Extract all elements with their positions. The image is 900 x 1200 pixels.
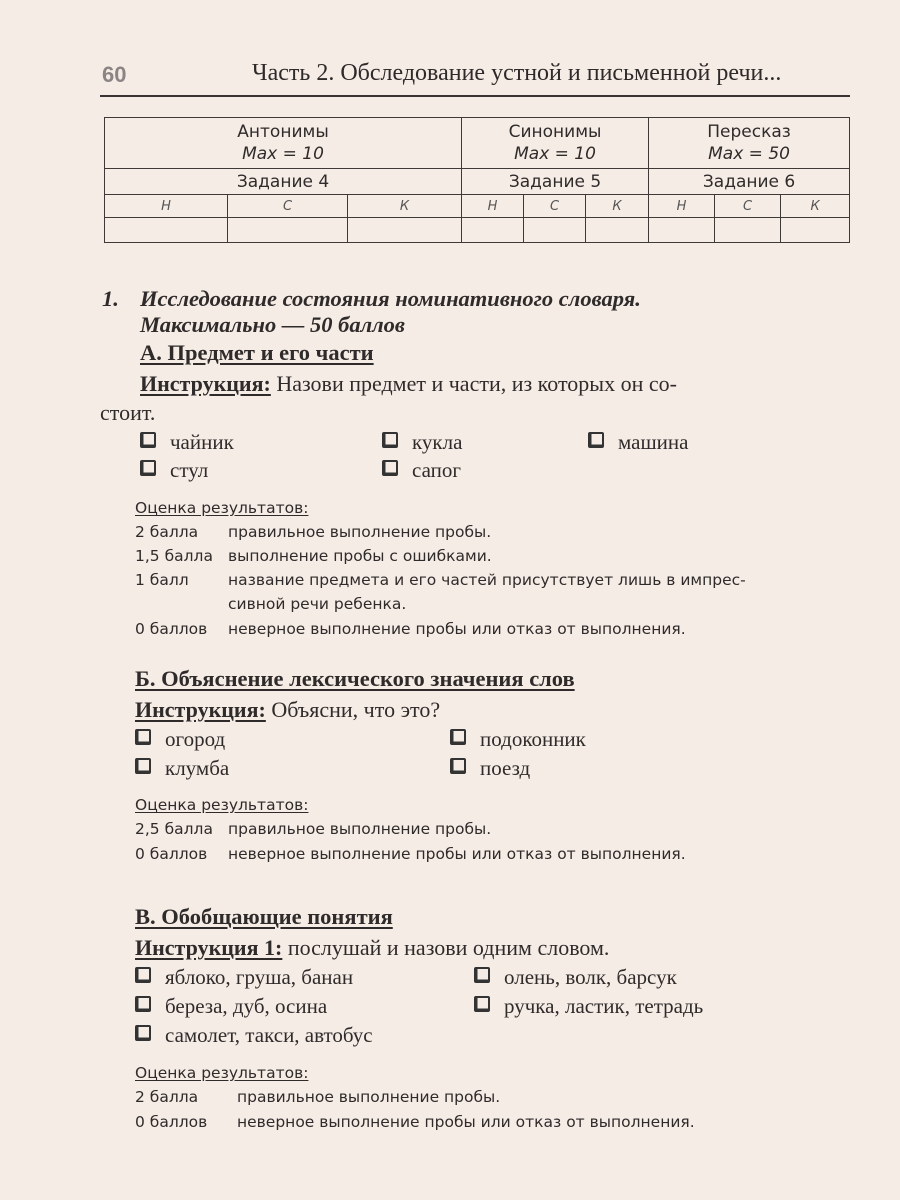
evaluation-row [135,571,746,589]
item-label: сапог [412,458,461,482]
checkbox-icon[interactable] [135,1025,151,1041]
score-cell[interactable] [649,218,715,243]
instruction-label: Инструкция: [135,697,266,722]
evaluation-row [135,845,686,863]
checklist-item[interactable] [140,458,208,483]
instruction-label: Инструкция 1: [135,935,283,960]
subcol-header: Н [649,195,715,218]
score: 2 балла [135,523,199,541]
checkbox-icon[interactable] [140,460,156,476]
item-label: машина [618,430,689,454]
header-rule [100,95,850,97]
part-b-title: Б. Объяснение лексического значения слов [135,666,575,691]
item-label: самолет, такси, автобус [165,1023,373,1047]
criterion: неверное выполнение пробы или отказ от выполнения. [237,1113,695,1131]
checkbox-icon[interactable] [135,967,151,983]
score: 2 балла [135,1088,199,1106]
running-title: Часть 2. Обследование устной и письменной речи... [252,60,782,86]
score: 2,5 балла [135,820,213,838]
score-cell[interactable] [228,218,348,243]
checklist-item[interactable] [450,727,586,752]
part-v-title: В. Обобщающие понятия [135,904,393,929]
checklist-item[interactable] [135,1023,373,1048]
category-retelling [649,118,850,169]
checklist-item[interactable] [140,430,234,455]
category-name: Синонимы [508,122,602,142]
checklist-item[interactable] [135,965,353,990]
section-number: 1. [102,286,119,311]
evaluation-row [135,820,491,838]
instruction-text: Объясни, что это? [271,697,441,722]
score-cell[interactable] [524,218,586,243]
part-v-instruction [135,933,609,962]
evaluation-heading: Оценка результатов: [135,796,309,814]
item-label: береза, дуб, осина [165,994,328,1018]
score-cell[interactable] [348,218,462,243]
evaluation-row-cont: сивной речи ребенка. [228,595,407,613]
subcol-header: С [715,195,781,218]
category-antonyms [105,118,462,169]
checkbox-icon[interactable] [382,460,398,476]
category-max: Max = 50 [708,144,790,164]
criterion: неверное выполнение пробы или отказ от выполнения. [228,845,686,863]
task-label: Задание 5 [462,169,649,195]
instruction-text: Назови предмет и части, из которых он со- [276,371,677,396]
criterion: неверное выполнение пробы или отказ от выполнения. [228,620,686,638]
criterion: выполнение пробы с ошибками. [228,547,492,565]
page-number: 60 [102,62,127,87]
score: 0 баллов [135,1113,208,1131]
score: 1 балл [135,571,189,589]
evaluation-heading: Оценка результатов: [135,1064,309,1082]
section-max-score: Максимально — 50 баллов [140,312,405,337]
checkbox-icon[interactable] [135,729,151,745]
part-b-instruction [135,695,440,724]
checkbox-icon[interactable] [140,432,156,448]
evaluation-row [135,620,686,638]
checkbox-icon[interactable] [474,996,490,1012]
item-label: клумба [165,756,230,780]
section-title-text: Исследование состояния номинативного словаря. [140,286,641,311]
checklist-item[interactable] [450,756,530,781]
criterion: название предмета и его частей присутствует лишь в импрес- [228,571,746,589]
criterion: правильное выполнение пробы. [237,1088,501,1106]
subcol-header: С [524,195,586,218]
item-label: олень, волк, барсук [504,965,677,989]
category-name: Антонимы [237,122,329,142]
item-label: чайник [170,430,234,454]
score-table [104,117,850,243]
item-label: огород [165,727,226,751]
score: 0 баллов [135,620,208,638]
item-label: стул [170,458,209,482]
evaluation-heading: Оценка результатов: [135,499,309,517]
task-label: Задание 6 [649,169,850,195]
item-label: подоконник [480,727,586,751]
score-cell[interactable] [715,218,781,243]
score: 0 баллов [135,845,208,863]
checkbox-icon[interactable] [135,758,151,774]
subcol-header: К [348,195,462,218]
checklist-item[interactable] [382,430,462,455]
category-synonyms [462,118,649,169]
item-label: кукла [412,430,463,454]
evaluation-row [135,1088,500,1106]
evaluation-row [135,523,491,541]
checklist-item[interactable] [135,727,225,752]
evaluation-row [135,547,492,565]
category-max: Max = 10 [514,144,596,164]
checklist-item[interactable] [382,458,461,483]
part-a-instruction-cont: стоит. [100,400,156,425]
score-cell[interactable] [781,218,850,243]
evaluation-row [135,1113,695,1131]
score-cell[interactable] [586,218,649,243]
instruction-label: Инструкция: [140,371,271,396]
instruction-text: послушай и назови одним словом. [287,935,610,960]
section-title [102,284,641,314]
checkbox-icon[interactable] [450,758,466,774]
subcol-header: К [781,195,850,218]
checklist-item[interactable] [588,430,688,455]
criterion: правильное выполнение пробы. [228,523,492,541]
subcol-header: Н [105,195,228,218]
subcol-header: С [228,195,348,218]
checkbox-icon[interactable] [135,996,151,1012]
score-cell[interactable] [462,218,524,243]
subcol-header: Н [462,195,524,218]
category-max: Max = 10 [242,144,324,164]
checkbox-icon[interactable] [382,432,398,448]
checklist-item[interactable] [135,756,229,781]
item-label: яблоко, груша, банан [165,965,354,989]
subcol-header: К [586,195,649,218]
checkbox-icon[interactable] [450,729,466,745]
item-label: поезд [480,756,531,780]
checklist-item[interactable] [135,994,327,1019]
score: 1,5 балла [135,547,213,565]
checkbox-icon[interactable] [588,432,604,448]
task-label: Задание 4 [105,169,462,195]
checklist-item[interactable] [474,965,677,990]
score-cell[interactable] [105,218,228,243]
checklist-item[interactable] [474,994,703,1019]
item-label: ручка, ластик, тетрадь [504,994,704,1018]
checkbox-icon[interactable] [474,967,490,983]
category-name: Пересказ [707,122,791,142]
part-a-instruction [140,369,855,398]
part-a-title: А. Предмет и его части [140,340,374,365]
criterion: правильное выполнение пробы. [228,820,492,838]
